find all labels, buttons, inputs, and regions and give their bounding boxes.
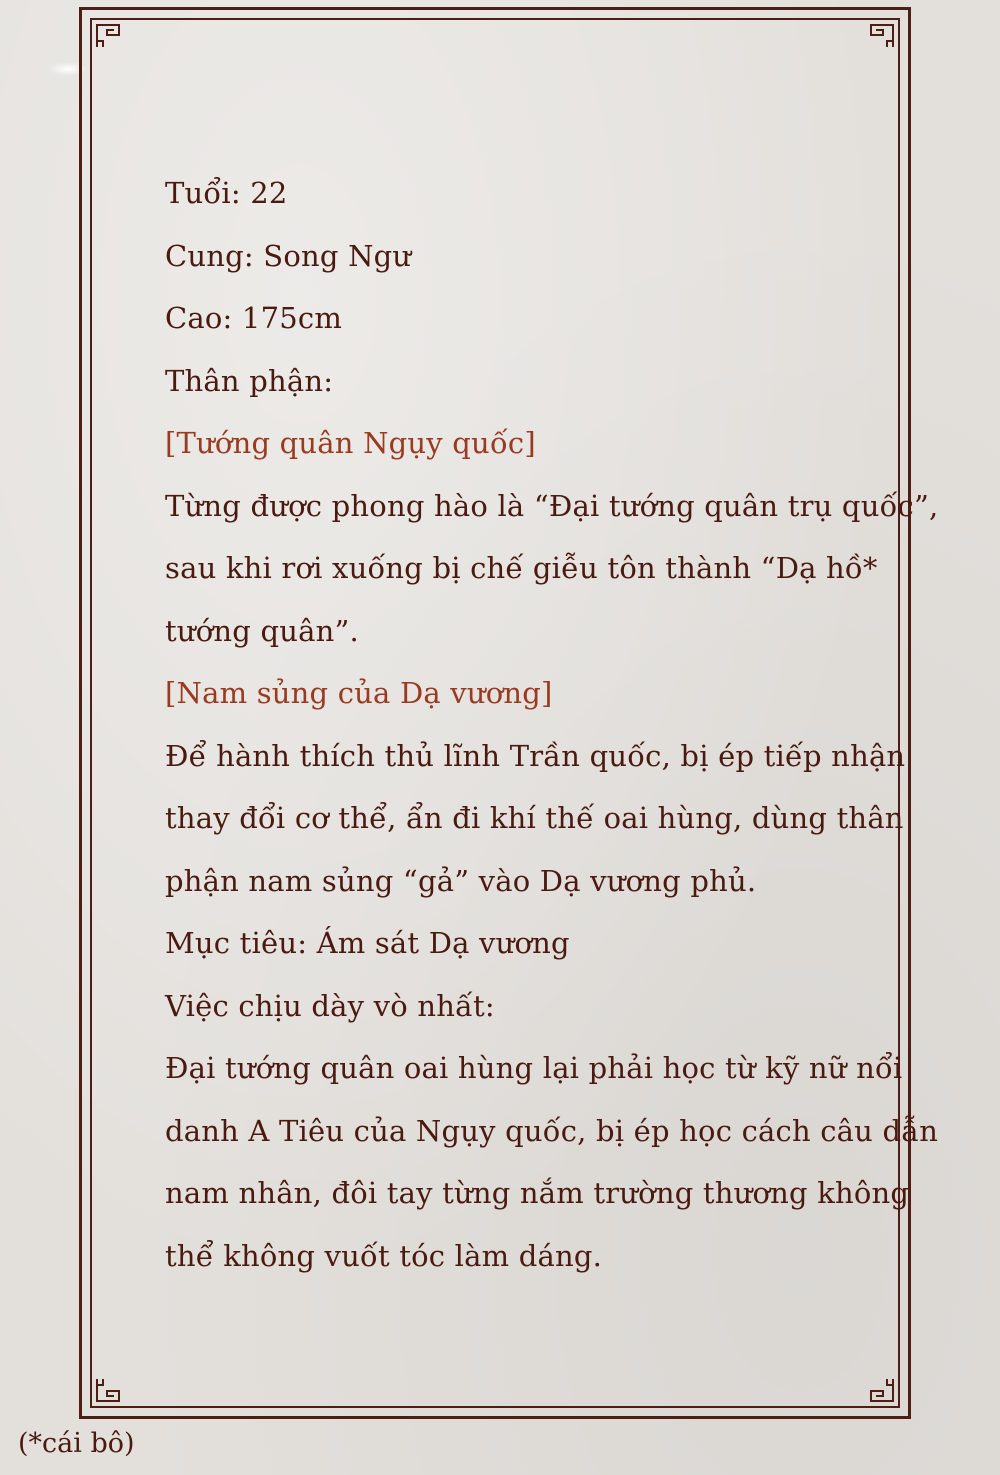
paragraph-line: phận nam sủng “gả” vào Dạ vương phủ. <box>165 863 757 898</box>
torment-label: Việc chịu dày vò nhất: <box>165 988 495 1023</box>
corner-ornament-icon <box>866 18 900 52</box>
footnote: (*cái bô) <box>18 1428 135 1459</box>
character-profile <box>165 162 939 1287</box>
age-line: Tuổi: 22 <box>165 176 288 210</box>
corner-ornament-icon <box>866 1374 900 1408</box>
corner-ornament-icon <box>90 18 124 52</box>
paragraph-line: sau khi rơi xuống bị chế giễu tôn thành “Dạ hồ* <box>165 551 878 585</box>
paragraph-line: tướng quân”. <box>165 613 359 648</box>
corner-ornament-icon <box>90 1374 124 1408</box>
identity-label: Thân phận: <box>165 363 334 398</box>
height-line: Cao: 175cm <box>165 301 343 335</box>
paragraph-line: danh A Tiêu của Ngụy quốc, bị ép học cách câu dẫn <box>165 1113 939 1148</box>
paragraph-line: nam nhân, đôi tay từng nắm trường thương không <box>165 1176 910 1210</box>
paragraph-line: thể không vuốt tóc làm dáng. <box>165 1238 603 1273</box>
goal-line: Mục tiêu: Ám sát Dạ vương <box>165 926 570 960</box>
identity-heading-general: [Tướng quân Ngụy quốc] <box>165 426 536 460</box>
paragraph-line: Từng được phong hào là “Đại tướng quân trụ quốc”, <box>165 488 939 523</box>
paragraph-line: thay đổi cơ thể, ẩn đi khí thế oai hùng, dùng thân <box>165 801 904 835</box>
paragraph-line: Để hành thích thủ lĩnh Trần quốc, bị ép tiếp nhận <box>165 738 906 773</box>
zodiac-line: Cung: Song Ngư <box>165 238 412 273</box>
paragraph-line: Đại tướng quân oai hùng lại phải học từ kỹ nữ nổi <box>165 1051 903 1085</box>
identity-heading-concubine: [Nam sủng của Dạ vương] <box>165 676 553 710</box>
